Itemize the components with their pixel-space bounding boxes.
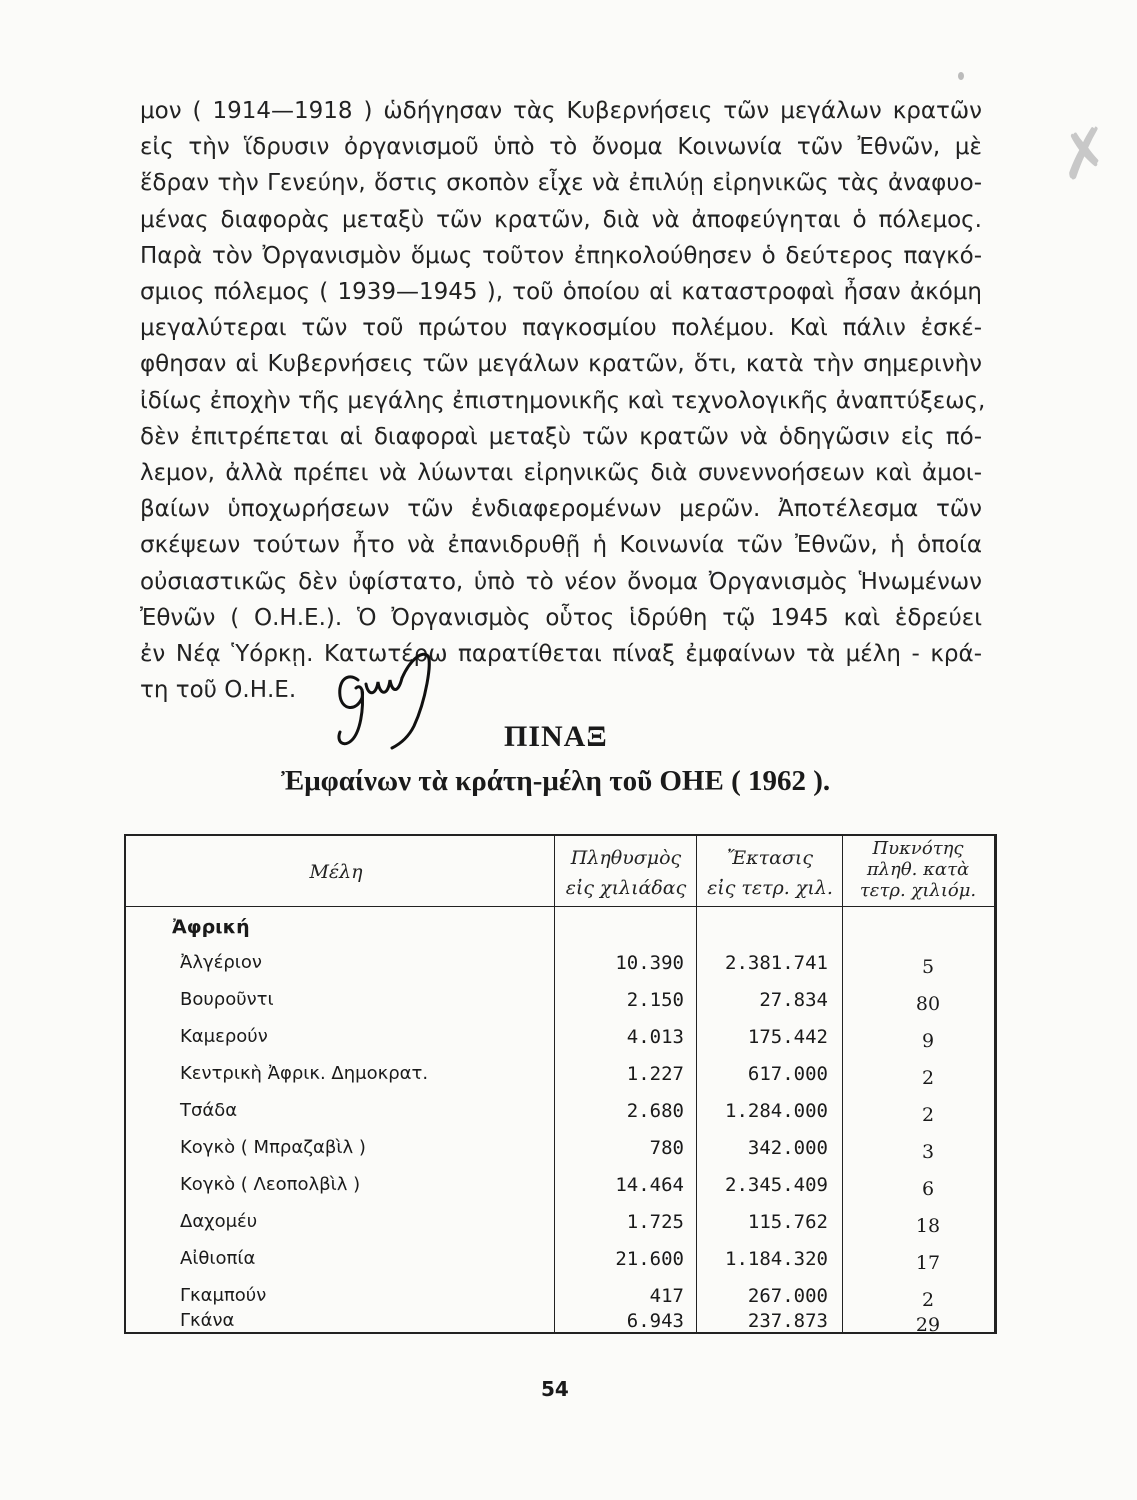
text-line: εἰς τὴν ἵδρυσιν ὀργανισμοῦ ὑπὸ τὸ ὄνομα Κοινωνία τῶν Ἐθνῶν, μὲ (140, 134, 982, 161)
text-line: λεμον, ἀλλὰ πρέπει νὰ λύωνται εἰρηνικῶς διὰ συνεννοήσεων καὶ ἀμοι- (140, 460, 982, 487)
table-row (126, 1133, 994, 1167)
cell-population: 1.227 (626, 1063, 684, 1085)
header-density (844, 838, 992, 901)
cell-population: 10.390 (615, 952, 684, 974)
header-population-line1: Πληθυσμὸς (570, 847, 682, 869)
cell-density: 3 (921, 1141, 935, 1163)
text-line: τη τοῦ Ο.Η.Ε. (140, 677, 297, 704)
table-row (126, 985, 994, 1019)
body-paragraph (140, 93, 986, 708)
header-density-line2: πληθ. κατὰ (866, 859, 970, 880)
cell-density: 6 (921, 1178, 935, 1200)
cell-density: 2 (921, 1104, 935, 1126)
cell-area: 1.184.320 (725, 1248, 828, 1270)
text-line: βαίων ὑποχωρήσεων τῶν ἐνδιαφερομένων μερῶν. Ἀποτέλεσμα τῶν (140, 496, 982, 523)
region-row (126, 912, 994, 946)
cell-member: Ἀλγέριον (180, 952, 262, 973)
table-row (126, 1170, 994, 1204)
cell-member: Τσάδα (180, 1100, 238, 1121)
table-subtitle: Ἐμφαίνων τὰ κράτη-μέλη τοῦ ΟΗΕ ( 1962 ). (281, 765, 831, 797)
cell-density: 2 (921, 1067, 935, 1089)
table-row (126, 1306, 994, 1340)
text-line: μένας διαφορὰς μεταξὺ τῶν κρατῶν, διὰ νὰ ἀποφεύγηται ὁ πόλεμος. (140, 206, 982, 233)
cell-population: 4.013 (626, 1026, 684, 1048)
cell-density: 9 (921, 1030, 935, 1052)
bleed-through-mark: ✗ (1050, 113, 1119, 197)
page-number: 54 (541, 1377, 569, 1401)
cell-density: 5 (921, 956, 935, 978)
cell-area: 27.834 (759, 989, 828, 1011)
text-line: Ἐθνῶν ( Ο.Η.Ε.). Ὁ Ὀργανισμὸς οὗτος ἱδρύθη τῷ 1945 καὶ ἑδρεύει (140, 604, 982, 631)
header-density-line1: Πυκνότης (872, 838, 964, 859)
handwritten-signature (330, 640, 440, 760)
region-name: Ἀφρική (172, 916, 250, 938)
text-line: ἕδραν τὴν Γενεύην, ὅστις σκοπὸν εἶχε νὰ ἐπιλύῃ εἰρηνικῶς τὰς ἀναφυο- (140, 170, 982, 197)
speck (958, 72, 964, 80)
cell-population: 14.464 (615, 1174, 684, 1196)
cell-density: 80 (915, 993, 941, 1015)
cell-population: 780 (649, 1137, 684, 1159)
table-row (126, 948, 994, 982)
cell-population: 2.150 (626, 989, 684, 1011)
text-line: δὲν ἐπιτρέπεται αἱ διαφοραὶ μεταξὺ τῶν κρατῶν νὰ ὁδηγῶσιν εἰς πό- (140, 423, 982, 450)
text-line: σμιος πόλεμος ( 1939—1945 ), τοῦ ὁποίου αἱ καταστροφαὶ ἦσαν ἀκόμη (140, 279, 982, 306)
cell-area: 175.442 (747, 1026, 828, 1048)
cell-area: 115.762 (747, 1211, 828, 1233)
cell-area: 2.345.409 (725, 1174, 828, 1196)
text-line: ἐν Νέᾳ Ὑόρκῃ. Κατωτέρω παρατίθεται πίναξ ἐμφαίνων τὰ μέλη - κρά- (140, 641, 982, 668)
cell-member: Καμερούν (180, 1026, 268, 1047)
table-title: ΠΙΝΑΞ (504, 720, 608, 753)
cell-area: 1.284.000 (725, 1100, 828, 1122)
cell-area: 2.381.741 (725, 952, 828, 974)
cell-population: 21.600 (615, 1248, 684, 1270)
cell-population: 417 (649, 1285, 684, 1307)
text-line: Παρὰ τὸν Ὀργανισμὸν ὅμως τοῦτον ἐπηκολούθησεν ὁ δεύτερος παγκό- (140, 242, 982, 269)
header-density-line3: τετρ. χιλιόμ. (859, 880, 977, 901)
cell-area: 267.000 (747, 1285, 828, 1307)
cell-density: 2 (921, 1289, 935, 1311)
text-line: ἰδίως ἐποχὴν τῆς μεγάλης ἐπιστημονικῆς καὶ τεχνολογικῆς ἀναπτύξεως, (140, 387, 986, 414)
text-line: οὐσιαστικῶς δὲν ὑφίστατο, ὑπὸ τὸ νέον ὄνομα Ὀργανισμὸς Ἡνωμένων (140, 568, 982, 595)
text-line: μεγαλύτεραι τῶν τοῦ πρώτου παγκοσμίου πολέμου. Καὶ πάλιν ἐσκέ- (140, 315, 982, 342)
table-row (126, 1022, 994, 1056)
cell-member: Γκάνα (180, 1310, 235, 1331)
cell-member: Αἰθιοπία (180, 1248, 256, 1269)
cell-density: 17 (915, 1252, 941, 1274)
table-row (126, 1244, 994, 1278)
table-row (126, 1059, 994, 1093)
cell-area: 617.000 (747, 1063, 828, 1085)
text-line: φθησαν αἱ Κυβερνήσεις τῶν μεγάλων κρατῶν, ὅτι, κατὰ τὴν σημερινὴν (140, 351, 982, 378)
cell-member: Βουροῦντι (180, 989, 274, 1010)
cell-member: Κεντρικὴ Ἀφρικ. Δημοκρατ. (180, 1063, 429, 1084)
header-area-line2: εἰς τετρ. χιλ. (707, 877, 833, 899)
text-line: μον ( 1914—1918 ) ὡδήγησαν τὰς Κυβερνήσεις τῶν μεγάλων κρατῶν (140, 98, 982, 124)
header-population (556, 846, 696, 900)
cell-member: Κογκὸ ( Λεοπολβὶλ ) (180, 1174, 361, 1195)
cell-population: 6.943 (626, 1310, 684, 1332)
cell-member: Κογκὸ ( Μπραζαβὶλ ) (180, 1137, 366, 1158)
cell-population: 2.680 (626, 1100, 684, 1122)
cell-density: 18 (915, 1215, 941, 1237)
text-line: σκέψεων τούτων ἦτο νὰ ἐπανιδρυθῇ ἡ Κοινωνία τῶν Ἐθνῶν, ἡ ὁποία (140, 532, 982, 559)
header-area (698, 846, 842, 900)
cell-area: 237.873 (747, 1310, 828, 1332)
header-divider (126, 906, 994, 907)
cell-member: Γκαμπούν (180, 1285, 267, 1306)
cell-member: Δαχομέυ (180, 1211, 258, 1232)
cell-density: 29 (915, 1314, 941, 1336)
header-members: Μέλη (309, 861, 363, 883)
header-population-line2: εἰς χιλιάδας (565, 877, 687, 899)
table-row (126, 1096, 994, 1130)
header-area-line1: Ἔκτασις (726, 847, 814, 869)
members-table (124, 834, 997, 1334)
cell-area: 342.000 (747, 1137, 828, 1159)
table-row (126, 1207, 994, 1241)
cell-population: 1.725 (626, 1211, 684, 1233)
